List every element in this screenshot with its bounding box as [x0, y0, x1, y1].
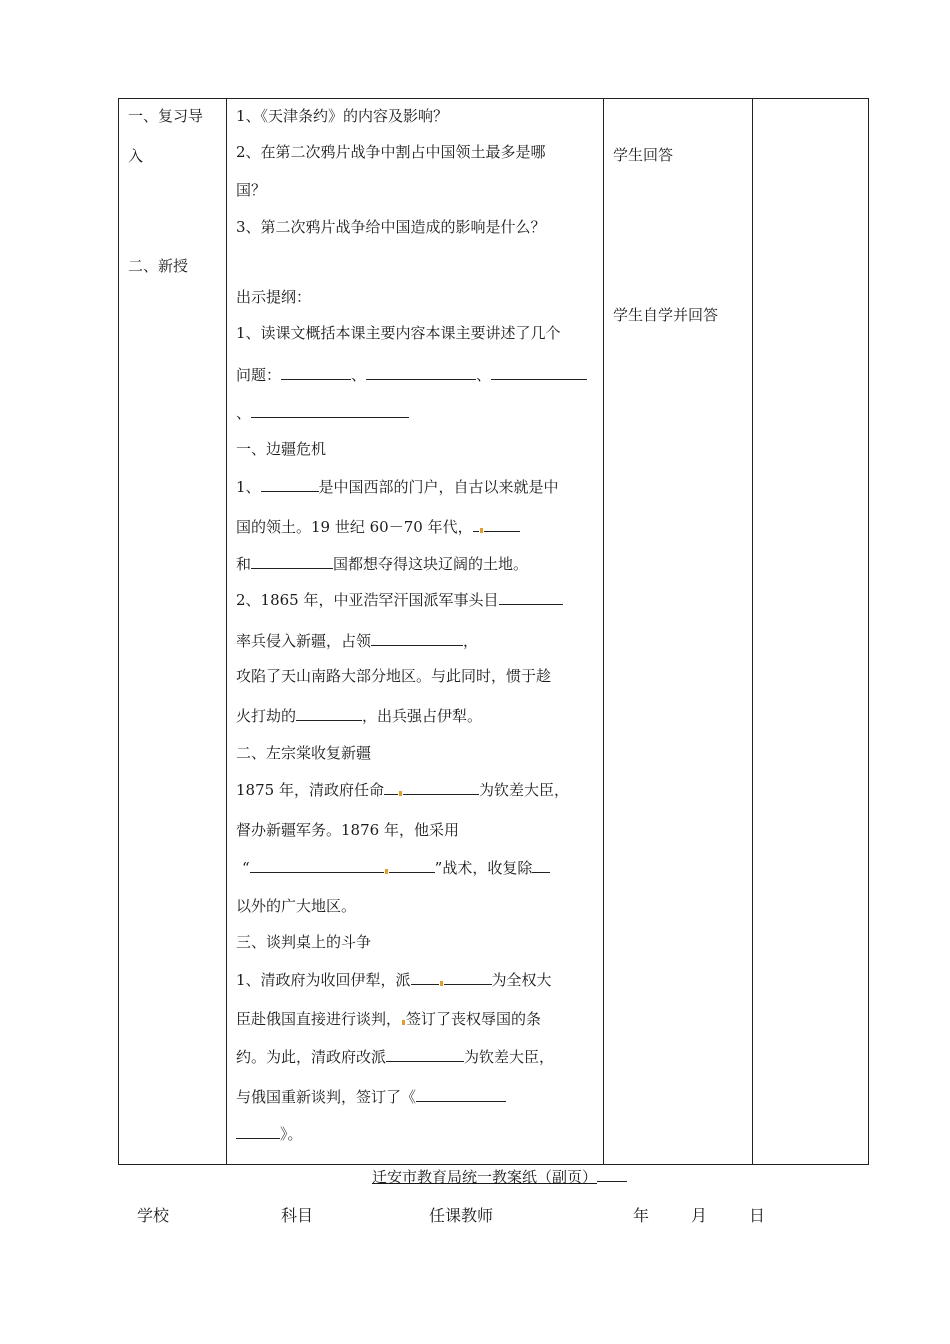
fill-blank[interactable] — [261, 477, 319, 492]
outline-q1-prefix: 问题： — [236, 366, 282, 384]
outline-q1-blanks-2 — [236, 403, 409, 422]
text: 为钦差大臣， — [464, 1048, 555, 1066]
negotiation-line-b — [236, 1010, 541, 1028]
title-underline-tail — [597, 1167, 627, 1182]
fill-blank[interactable] — [386, 1047, 464, 1062]
heading-zuo-zongtang: 二、左宗棠收复新疆 — [236, 744, 372, 762]
border-crisis-q2-d — [236, 706, 482, 725]
border-crisis-q1-a — [236, 477, 559, 496]
fill-blank[interactable] — [411, 970, 439, 985]
negotiation-line-a — [236, 970, 552, 989]
text: 臣赴俄国直接进行谈判， — [236, 1010, 402, 1028]
fill-blank[interactable] — [416, 1087, 506, 1102]
review-question-3: 3、第二次鸦片战争给中国造成的影响是什么？ — [236, 218, 546, 236]
text: 签订了丧权辱国的条 — [406, 1010, 542, 1028]
fill-blank[interactable] — [444, 970, 492, 985]
outline-title: 出示提纲： — [236, 288, 312, 306]
negotiation-line-d — [236, 1087, 506, 1106]
text: 火打劫的 — [236, 707, 297, 725]
outline-q1: 1、读课文概括本课主要内容本课主要讲述了几个 — [236, 324, 561, 342]
lesson-table — [118, 98, 869, 1165]
fill-blank[interactable] — [491, 365, 587, 380]
text: 是中国西部的门户，自古以来就是中 — [318, 478, 559, 496]
fill-blank[interactable] — [250, 858, 384, 873]
review-question-2-cont: 国？ — [236, 181, 267, 199]
fill-blank[interactable] — [403, 780, 479, 795]
text: “ — [242, 859, 250, 877]
text: 国都想夺得这块辽阔的土地。 — [333, 555, 529, 573]
fill-blank[interactable] — [532, 858, 550, 873]
text: 率兵侵入新疆，占领 — [236, 632, 372, 650]
text: 约。为此，清政府改派 — [236, 1048, 387, 1066]
zuo-line-c — [242, 858, 550, 877]
fill-blank[interactable] — [366, 365, 476, 380]
student-activity-column — [604, 99, 753, 1165]
teacher-label: 任课教师 — [429, 1206, 494, 1225]
student-self-study: 学生自学并回答 — [613, 306, 719, 324]
separator: 、 — [351, 366, 367, 384]
marker-dot — [399, 791, 402, 796]
stage-review-line2: 入 — [128, 147, 144, 165]
fill-blank[interactable] — [473, 517, 479, 532]
zuo-line-a — [236, 780, 569, 799]
zuo-line-d: 以外的广大地区。 — [236, 897, 357, 915]
text: 1875 年，清政府任命 — [236, 781, 384, 799]
zuo-line-b: 督办新疆军务。1876 年，他采用 — [236, 821, 459, 839]
fill-blank[interactable] — [384, 780, 398, 795]
marker-dot — [402, 1020, 405, 1025]
fill-blank[interactable] — [484, 517, 520, 532]
month-label: 月 — [691, 1206, 708, 1225]
fill-blank[interactable] — [371, 631, 463, 646]
footer-title-text: 迁安市教育局统一教案纸（副页） — [372, 1168, 598, 1186]
fill-blank[interactable] — [296, 706, 362, 721]
stage-review-line1: 一、复习导 — [128, 107, 204, 125]
notes-column — [753, 99, 869, 1165]
school-label: 学校 — [137, 1206, 170, 1225]
text: ”战术，收复除 — [434, 859, 533, 877]
subject-label: 科目 — [281, 1206, 314, 1225]
negotiation-line-c — [236, 1047, 554, 1066]
fill-blank[interactable] — [389, 858, 435, 873]
negotiation-line-e — [236, 1124, 303, 1143]
text: 与俄国重新谈判，签订了《 — [236, 1088, 417, 1106]
text: 》。 — [280, 1125, 303, 1143]
heading-negotiation: 三、谈判桌上的斗争 — [236, 933, 372, 951]
marker-dot — [440, 981, 443, 986]
fill-blank[interactable] — [499, 590, 563, 605]
separator: 、 — [476, 366, 492, 384]
text: 为钦差大臣， — [478, 781, 569, 799]
text: 和 — [236, 555, 252, 573]
footer-title — [372, 1166, 627, 1187]
text: 2、1865 年，中亚浩罕汗国派军事头目 — [236, 591, 499, 609]
text: 为全权大 — [491, 971, 552, 989]
border-crisis-q1-b — [236, 517, 520, 536]
text: 1、 — [236, 478, 261, 496]
border-crisis-q1-c — [236, 554, 528, 573]
text: ，出兵强占伊犁。 — [362, 707, 483, 725]
text: ， — [463, 632, 479, 650]
stage-column — [119, 99, 227, 1165]
marker-dot — [385, 869, 388, 874]
heading-border-crisis: 一、边疆危机 — [236, 440, 327, 458]
stage-new-lesson: 二、新授 — [128, 257, 189, 275]
year-label: 年 — [633, 1206, 650, 1225]
fill-blank[interactable] — [236, 1124, 280, 1139]
review-question-1: 1、《天津条约》的内容及影响？ — [236, 107, 449, 125]
text: 1、清政府为收回伊犁，派 — [236, 971, 411, 989]
content-column — [227, 99, 604, 1165]
day-label: 日 — [749, 1206, 766, 1225]
marker-dot — [480, 528, 483, 533]
border-crisis-q2-c: 攻陷了天山南路大部分地区。与此同时，惯于趁 — [236, 667, 552, 685]
student-answer: 学生回答 — [613, 146, 674, 164]
border-crisis-q2-a — [236, 590, 563, 609]
text: 国的领土。19 世纪 60－70 年代， — [236, 518, 473, 536]
fill-blank[interactable] — [251, 554, 333, 569]
review-question-2: 2、在第二次鸦片战争中割占中国领土最多是哪 — [236, 143, 546, 161]
outline-q1-blanks — [236, 365, 587, 384]
fill-blank[interactable] — [281, 365, 351, 380]
separator: 、 — [236, 404, 252, 422]
fill-blank[interactable] — [251, 403, 409, 418]
border-crisis-q2-b — [236, 631, 478, 650]
